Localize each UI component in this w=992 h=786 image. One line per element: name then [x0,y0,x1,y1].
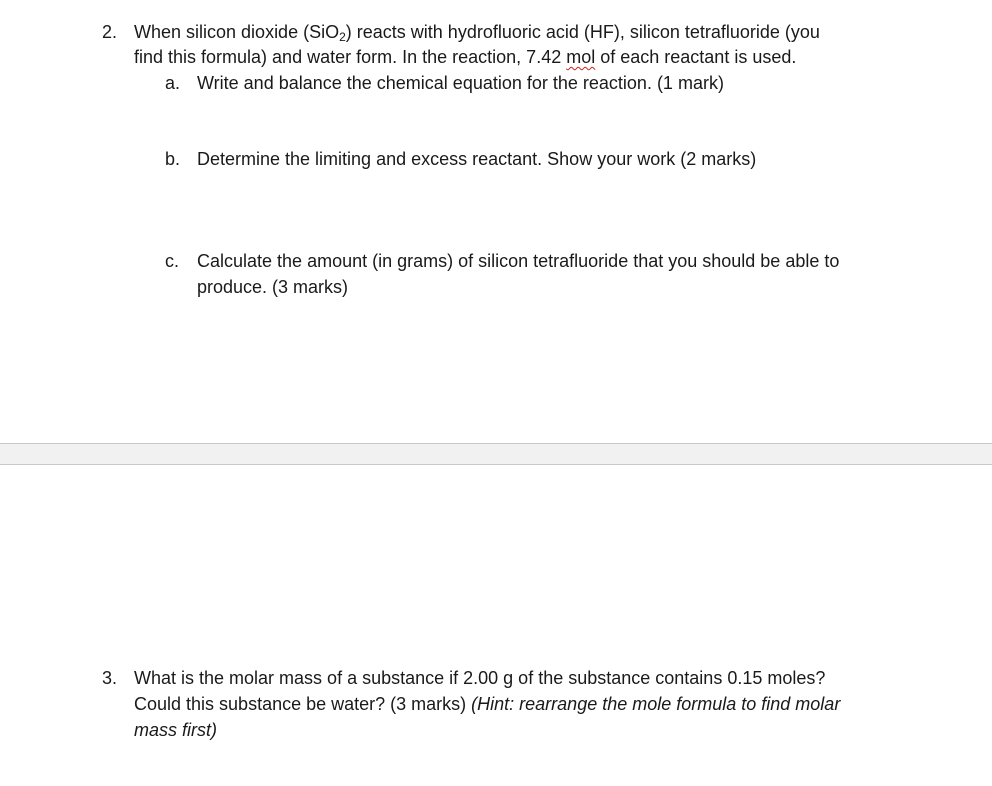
question-2-line-1: When silicon dioxide (SiO$_2$) reacts with hydrofluoric acid (HF), silicon tetrafluoride (you [134,22,820,44]
question-3-line-2: Could this substance be water? (3 marks) (Hint: rearrange the mole formula to find molar [134,694,841,714]
part-b-text: Determine the limiting and excess reactant. Show your work (2 marks) [197,149,757,169]
spellcheck-flagged-word[interactable]: mol [566,47,596,67]
part-b-letter: b. [165,149,181,169]
part-a-letter: a. [165,73,181,93]
question-2-line-2: find this formula) and water form. In the reaction, 7.42 mol of each reactant is used. [134,47,797,67]
part-a-text: Write and balance the chemical equation for the reaction. (1 mark) [197,73,724,93]
part-c-text: Calculate the amount (in grams) of silicon tetrafluoride that you should be able to [197,251,840,271]
hint-text-continued: mass first) [134,720,217,740]
hint-text: (Hint: rearrange the mole formula to find molar [471,694,841,714]
question-2-number: 2. [102,22,118,42]
sio2-subscript: 2 [339,30,346,44]
part-c-text-continued: produce. (3 marks) [197,277,349,297]
question-3-line-1: What is the molar mass of a substance if 2.00 g of the substance contains 0.15 moles? [134,668,826,688]
question-3-number: 3. [102,668,118,688]
page-break [0,443,992,465]
part-c-letter: c. [165,251,180,271]
